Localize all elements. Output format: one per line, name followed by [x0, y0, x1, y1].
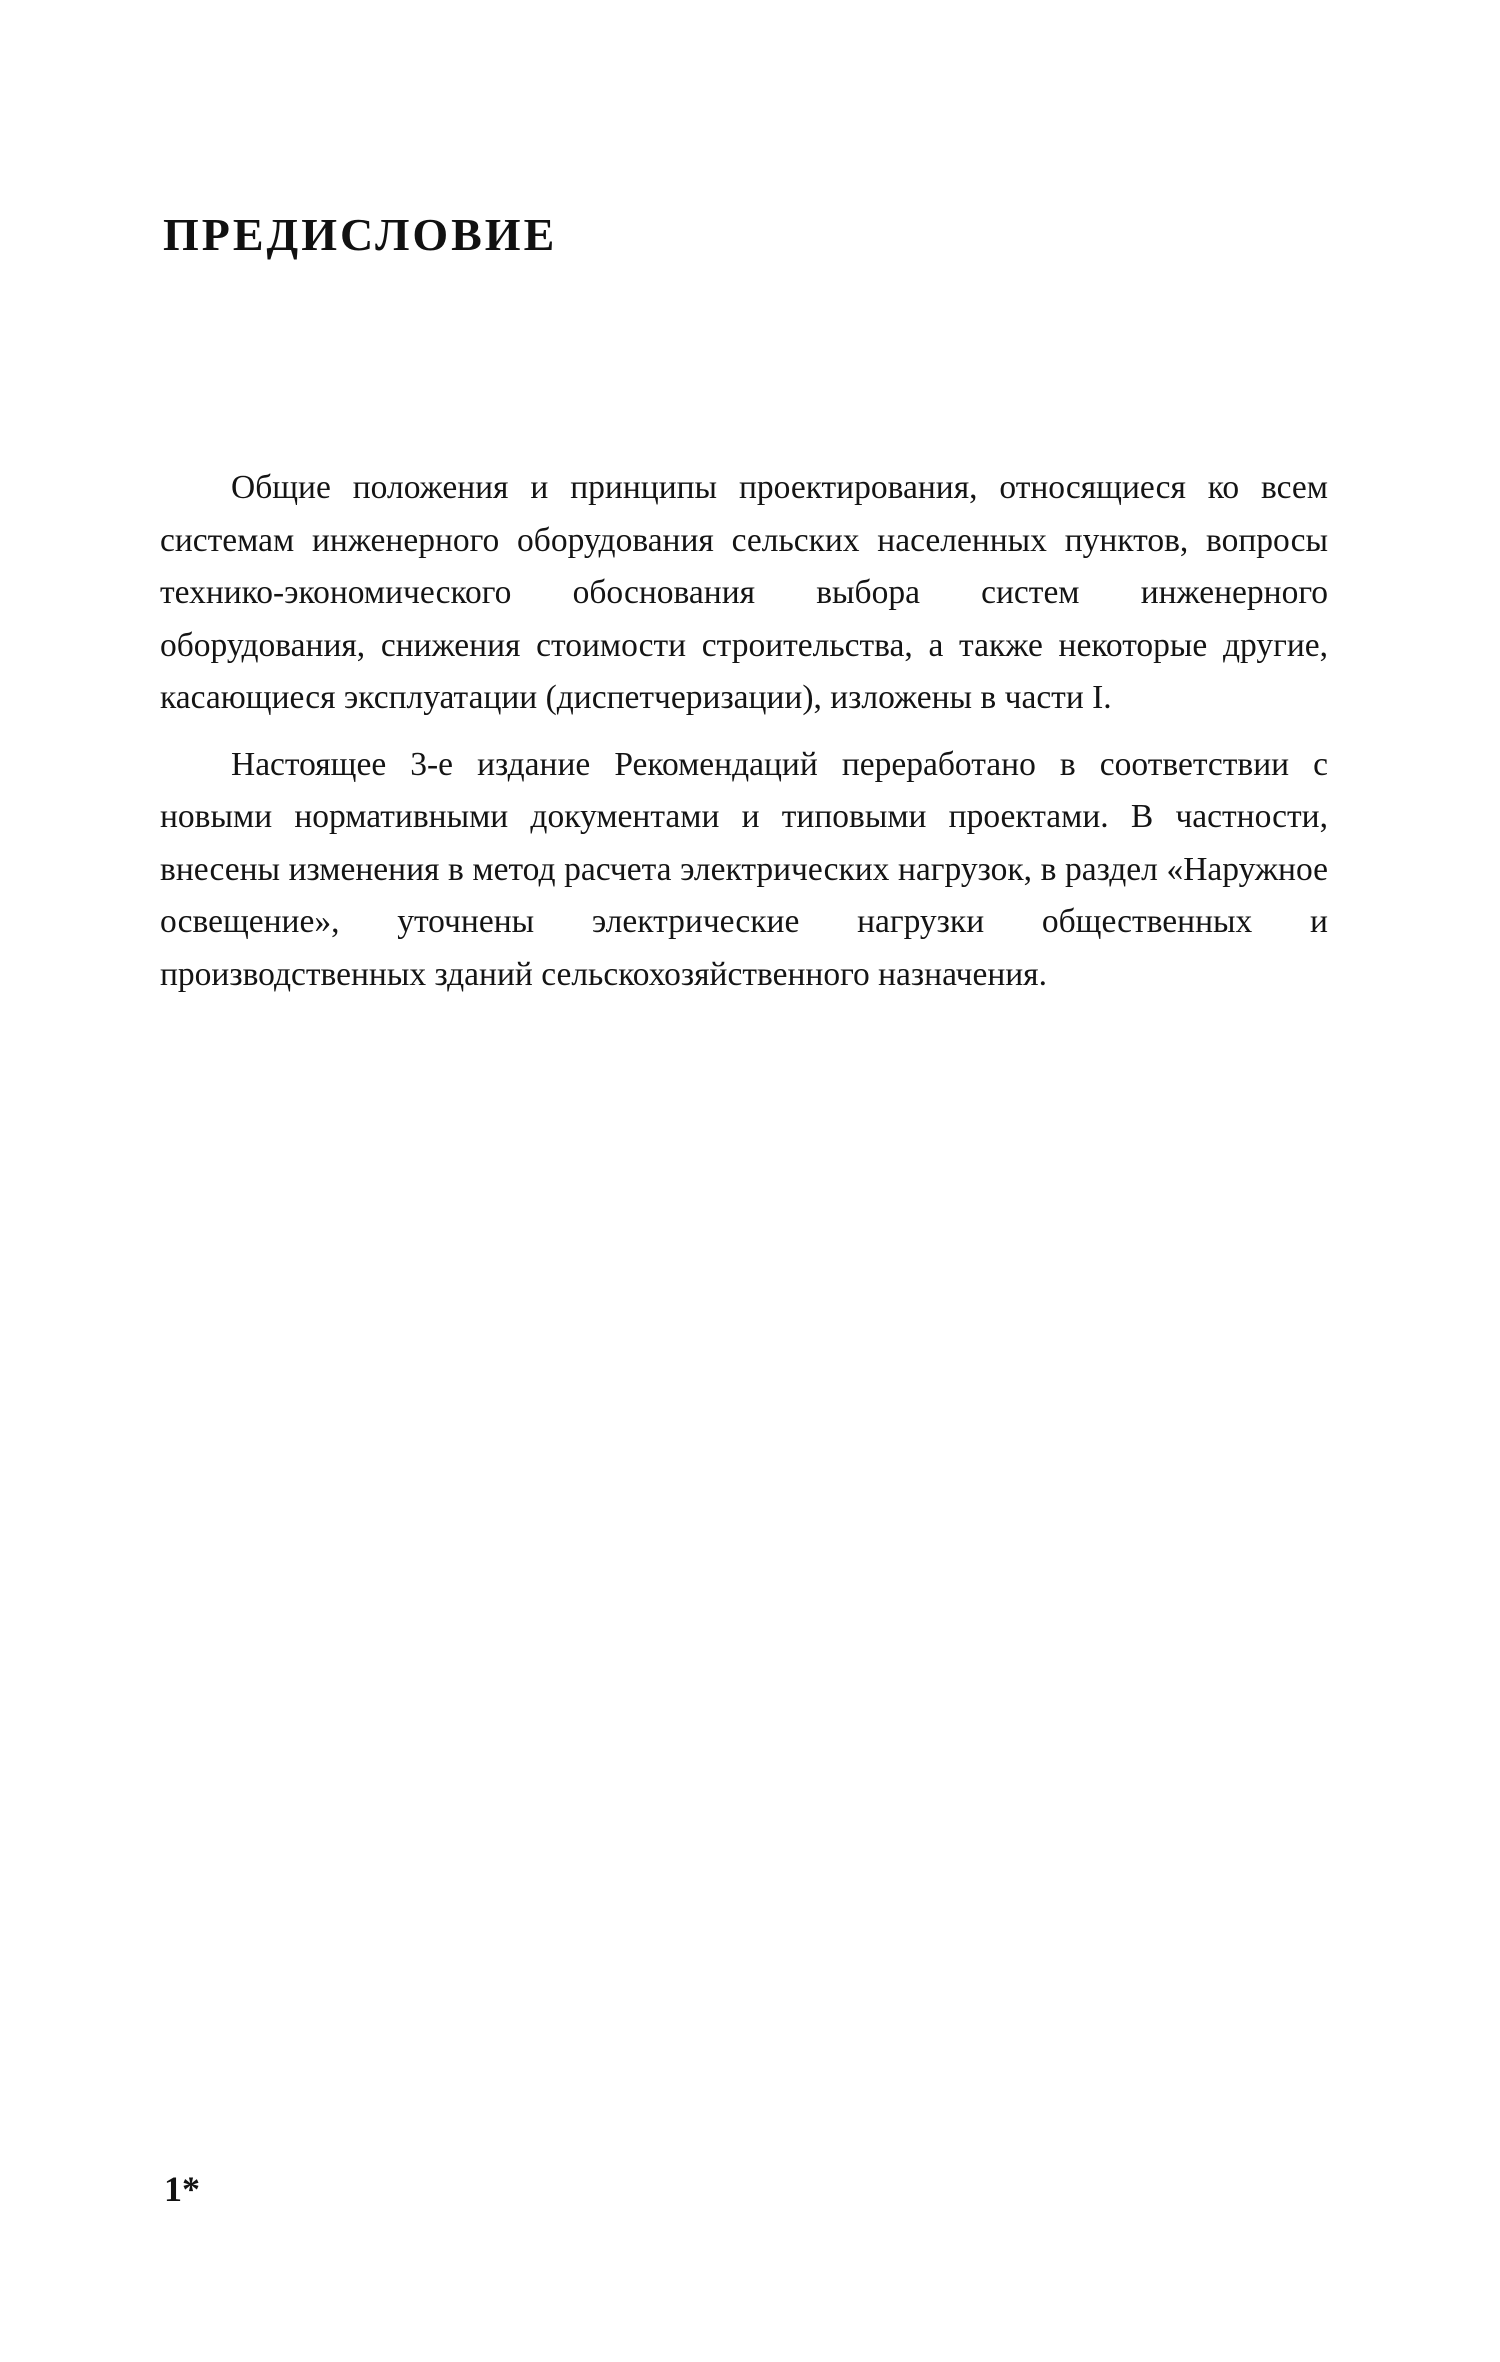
page-title: ПРЕДИСЛОВИЕ	[163, 209, 558, 260]
paragraph-1: Общие положения и принципы проектирования, относящиеся ко всем системам инженерного оборудования сельских населенных пунктов, вопросы технико-экономического обоснования выбора систем инженерного оборудования, снижения стоимости строительства, а также некоторые другие, касающиеся эксплуатации (диспетчеризации), изложены в части I.	[160, 469, 1328, 716]
body-text	[160, 462, 1328, 1015]
paragraph-2: Настоящее 3-е издание Рекомендаций переработано в соответствии с новыми нормативными документами и типовыми проектами. В частности, внесены изменения в метод расчета электрических нагрузок, в раздел «Наружное освещение», уточнены электрические нагрузки общественных и производственных зданий сельскохозяйственного назначения.	[160, 745, 1328, 993]
signature-mark: 1*	[164, 2169, 200, 2209]
